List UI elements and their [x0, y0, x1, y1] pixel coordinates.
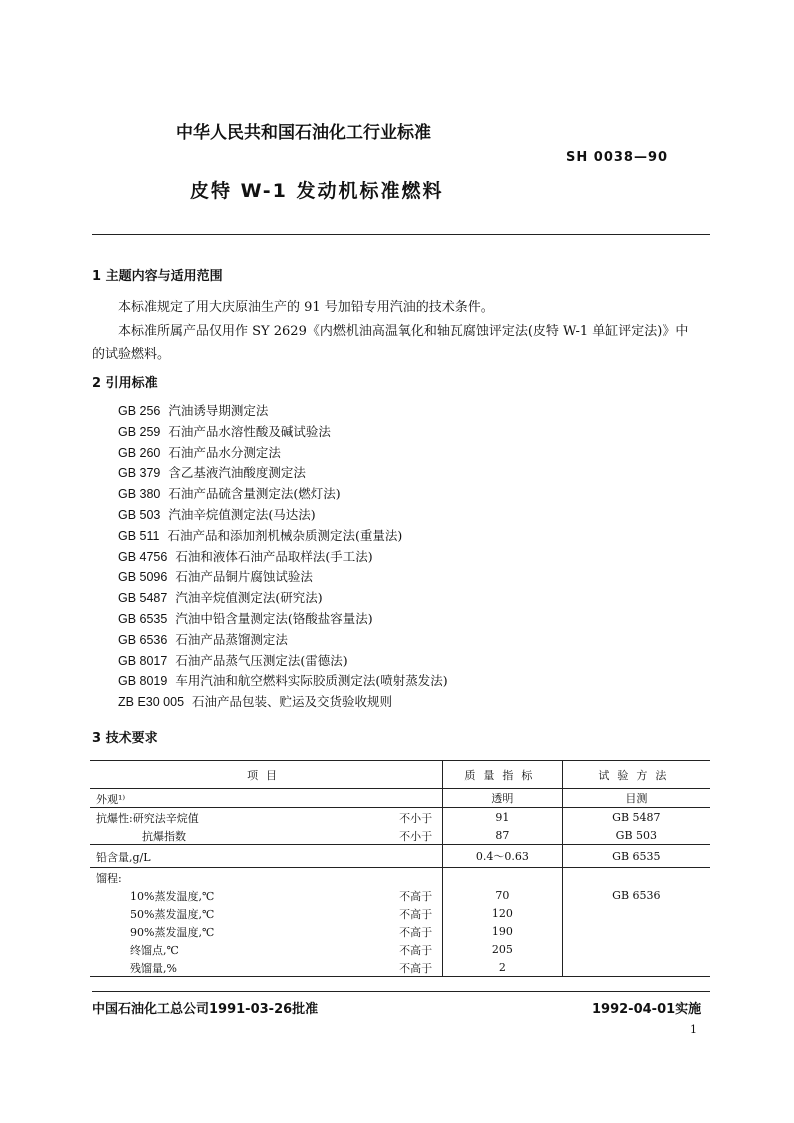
reference-code: GB 511 — [118, 528, 160, 543]
list-item — [118, 588, 448, 609]
test-method — [562, 940, 710, 958]
reference-name: 汽油辛烷值测定法(研究法) — [175, 590, 323, 606]
scope-paragraph-1: 本标准规定了用大庆原油生产的 91 号加铅专用汽油的技术条件。 — [118, 300, 494, 315]
reference-name: 石油产品和添加剂机械杂质测定法(重量法) — [167, 527, 403, 543]
item-cell — [90, 845, 443, 868]
list-item — [118, 609, 448, 630]
quality-value: 190 — [443, 922, 563, 940]
table-row — [90, 789, 710, 808]
list-item — [118, 526, 448, 547]
item-cell — [90, 958, 443, 977]
item-cell — [90, 940, 443, 958]
item-limit: 不高于 — [399, 944, 433, 957]
item-cell — [90, 886, 443, 904]
test-method: GB 6535 — [562, 845, 710, 868]
implementation-date: 1992-04-01实施 — [592, 1002, 702, 1017]
reference-code: GB 8017 — [118, 653, 168, 668]
item-cell — [90, 904, 443, 922]
reference-code: GB 260 — [118, 445, 161, 460]
header-rule — [92, 234, 710, 235]
footer-rule — [92, 991, 710, 992]
reference-name: 石油产品水溶性酸及碱试验法 — [168, 423, 331, 439]
reference-name: 含乙基液汽油酸度测定法 — [168, 465, 306, 481]
item-limit: 不高于 — [399, 962, 433, 975]
section-1-heading: 1 主题内容与适用范围 — [92, 269, 223, 284]
item-limit: 不高于 — [399, 890, 433, 903]
page-number: 1 — [690, 1023, 697, 1036]
item-limit: 不高于 — [399, 908, 433, 921]
table-row — [90, 826, 710, 845]
item-cell — [90, 826, 443, 845]
list-item — [118, 630, 448, 651]
list-item — [118, 671, 448, 692]
item-name: 残馏量,% — [130, 962, 177, 975]
reference-list — [118, 401, 448, 713]
approval-line: 中国石油化工总公司1991-03-26批准 — [92, 1002, 319, 1017]
list-item — [118, 567, 448, 588]
quality-value — [443, 868, 563, 887]
table-row — [90, 886, 710, 904]
quality-value: 透明 — [443, 789, 563, 808]
column-header-item: 项目 — [90, 761, 443, 789]
reference-name: 汽油诱导期测定法 — [168, 403, 269, 418]
item-cell — [90, 922, 443, 940]
reference-name: 汽油中铅含量测定法(铬酸盐容量法) — [175, 610, 373, 626]
quality-value: 0.4～0.63 — [443, 845, 563, 868]
reference-code: GB 5096 — [118, 570, 168, 585]
item-limit: 不小于 — [399, 830, 433, 843]
item-name: 10%蒸发温度,℃ — [130, 890, 215, 903]
reference-code: GB 6535 — [118, 611, 168, 626]
reference-code: GB 379 — [118, 466, 161, 481]
table-row — [90, 940, 710, 958]
section-2-heading: 2 引用标准 — [92, 376, 158, 391]
list-item — [118, 547, 448, 568]
quality-value: 205 — [443, 940, 563, 958]
list-item — [118, 443, 448, 464]
list-item — [118, 484, 448, 505]
item-name: 50%蒸发温度,℃ — [130, 908, 215, 921]
test-method — [562, 868, 710, 887]
reference-code: GB 6536 — [118, 632, 168, 647]
reference-name: 石油产品铜片腐蚀试验法 — [175, 569, 313, 585]
issuing-organization: 中华人民共和国石油化工行业标准 — [176, 123, 431, 143]
quality-value: 87 — [443, 826, 563, 845]
quality-value: 120 — [443, 904, 563, 922]
test-method: GB 503 — [615, 828, 658, 842]
reference-code: GB 380 — [118, 487, 161, 502]
column-header-method: 试验方法 — [562, 761, 710, 789]
test-method: GB 5487 — [562, 808, 710, 827]
item-name: 90%蒸发温度,℃ — [130, 926, 215, 939]
test-method — [562, 922, 710, 940]
standard-code: SH 0038—90 — [566, 150, 669, 165]
item-cell — [90, 789, 443, 808]
reference-code: GB 256 — [118, 404, 161, 418]
quality-value: 2 — [443, 958, 563, 977]
reference-name: 石油产品水分测定法 — [168, 444, 281, 460]
reference-code: ZB E30 005 — [118, 695, 185, 710]
table-row — [90, 845, 710, 868]
item-limit: 不小于 — [399, 812, 433, 825]
list-item — [118, 651, 448, 672]
reference-code: GB 5487 — [118, 591, 168, 606]
reference-name: 石油产品硫含量测定法(燃灯法) — [168, 486, 341, 502]
reference-name: 石油产品包装、贮运及交货验收规则 — [192, 694, 393, 710]
document-title: 皮特 W-1 发动机标准燃料 — [190, 180, 444, 202]
quality-value: 91 — [443, 808, 563, 827]
item-name: 抗爆性:研究法辛烷值 — [96, 812, 199, 825]
table-row — [90, 958, 710, 977]
list-item — [118, 422, 448, 443]
reference-code: GB 4756 — [118, 549, 168, 564]
item-cell — [90, 868, 443, 887]
reference-code: GB 503 — [118, 507, 161, 522]
test-method: GB 6536 — [612, 888, 661, 902]
reference-code: GB 8019 — [118, 674, 168, 689]
list-item — [118, 401, 448, 422]
item-name: 终馏点,℃ — [130, 944, 179, 957]
item-cell — [90, 808, 443, 827]
table-row — [90, 808, 710, 827]
table-row — [90, 922, 710, 940]
reference-code: GB 259 — [118, 424, 161, 439]
requirements-table — [90, 760, 710, 977]
reference-name: 石油和液体石油产品取样法(手工法) — [175, 548, 373, 564]
table-header-row — [90, 761, 710, 789]
test-method: 目测 — [625, 792, 648, 805]
item-name: 抗爆指数 — [142, 830, 186, 843]
quality-value: 70 — [443, 886, 563, 904]
column-header-quality: 质量指标 — [443, 761, 563, 789]
reference-name: 车用汽油和航空燃料实际胶质测定法(喷射蒸发法) — [175, 673, 448, 689]
list-item — [118, 505, 448, 526]
reference-name: 石油产品蒸馏测定法 — [175, 631, 288, 647]
item-limit: 不高于 — [399, 926, 433, 939]
table-row — [90, 868, 710, 887]
list-item — [118, 692, 448, 713]
test-method — [562, 904, 710, 922]
list-item — [118, 463, 448, 484]
item-name: 馏程: — [96, 872, 122, 885]
reference-name: 石油产品蒸气压测定法(雷德法) — [175, 652, 348, 668]
section-3-heading: 3 技术要求 — [92, 731, 158, 746]
table-row — [90, 904, 710, 922]
scope-paragraph-2-line-1: 本标准所属产品仅用作 SY 2629《内燃机油高温氧化和轴瓦腐蚀评定法(皮特 W-1 单缸评定法)》中 — [118, 324, 689, 339]
reference-name: 汽油辛烷值测定法(马达法) — [168, 506, 316, 522]
item-name: 外观¹⁾ — [96, 793, 126, 806]
scope-paragraph-2-line-2: 的试验燃料。 — [92, 347, 171, 362]
item-name: 铅含量,g/L — [96, 851, 151, 864]
test-method — [562, 958, 710, 977]
